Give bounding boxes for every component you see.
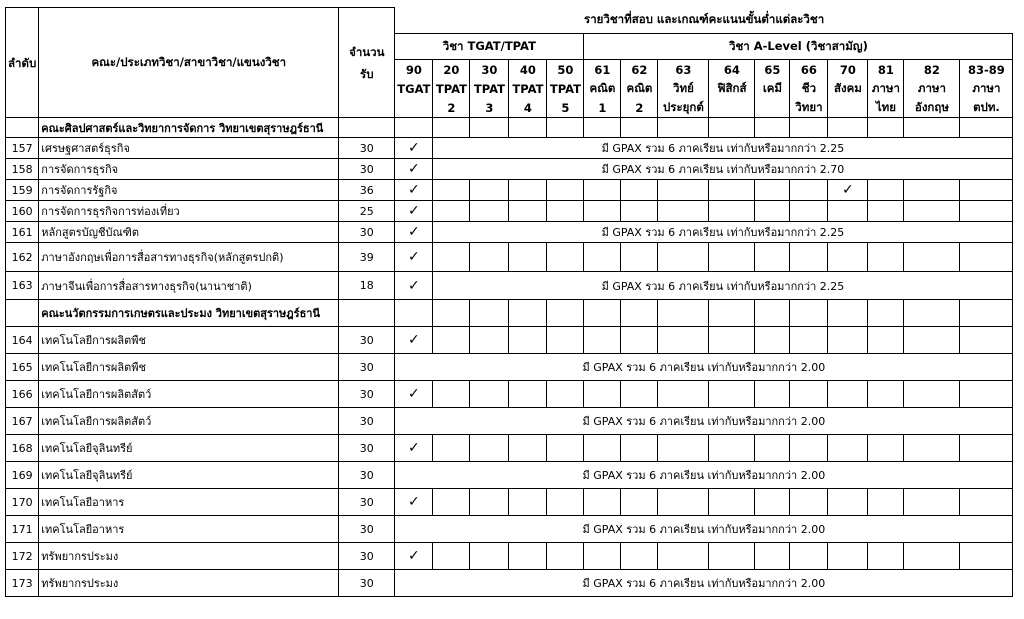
gpax-requirement-note: มี GPAX รวม 6 ภาคเรียน เท่ากับหรือมากกว่า 2.25 <box>433 272 1013 300</box>
row-program-name: เทคโนโลยีจุลินทรีย์ <box>39 435 339 462</box>
section-empty-cell <box>509 300 547 327</box>
row-seq: 166 <box>6 381 39 408</box>
row-seq: 159 <box>6 180 39 201</box>
empty-subject-cell <box>709 435 755 462</box>
subject-code-13: 82 <box>904 60 960 80</box>
seats-header <box>339 8 395 118</box>
empty-subject-cell <box>470 381 509 408</box>
section-empty-cell <box>658 300 709 327</box>
empty-subject-cell <box>658 381 709 408</box>
row-seats: 30 <box>339 354 395 381</box>
row-program-name: การจัดการธุรกิจ <box>39 159 339 180</box>
subject-label2-8 <box>709 98 755 118</box>
section-seats-cell <box>339 118 395 138</box>
section-empty-cell <box>470 300 509 327</box>
empty-subject-cell <box>658 489 709 516</box>
table-row <box>6 543 1013 570</box>
social-check-mark: ✓ <box>828 180 868 201</box>
table-row <box>6 272 1013 300</box>
alevel-group-header: วิชา A-Level (วิชาสามัญ) <box>584 34 1013 60</box>
empty-subject-cell <box>433 201 470 222</box>
row-seq: 167 <box>6 408 39 435</box>
empty-subject-cell <box>755 327 790 354</box>
subject-label2-6: 2 <box>621 98 658 118</box>
row-program-name: หลักสูตรบัญชีบัณฑิต <box>39 222 339 243</box>
row-seq: 162 <box>6 243 39 272</box>
empty-subject-cell <box>755 180 790 201</box>
row-program-name: เทคโนโลยีอาหาร <box>39 516 339 543</box>
empty-subject-cell <box>470 489 509 516</box>
empty-subject-cell <box>621 243 658 272</box>
row-program-name: ภาษาจีนเพื่อการสื่อสารทางธุรกิจ(นานาชาติ) <box>39 272 339 300</box>
seats-header-line2: รับ <box>360 66 374 81</box>
table-row <box>6 462 1013 489</box>
empty-subject-cell <box>960 381 1013 408</box>
row-seq: 170 <box>6 489 39 516</box>
section-empty-cell <box>755 118 790 138</box>
empty-subject-cell <box>960 327 1013 354</box>
row-seq: 160 <box>6 201 39 222</box>
tgat-check-mark: ✓ <box>395 159 433 180</box>
empty-subject-cell <box>904 435 960 462</box>
empty-subject-cell <box>709 381 755 408</box>
empty-subject-cell <box>547 381 584 408</box>
tgat-check-mark: ✓ <box>395 543 433 570</box>
subject-label2-1: 2 <box>433 98 470 118</box>
empty-subject-cell <box>960 201 1013 222</box>
row-seq: 158 <box>6 159 39 180</box>
tgat-group-header: วิชา TGAT/TPAT <box>395 34 584 60</box>
subject-code-3: 40 <box>509 60 547 80</box>
row-seats: 30 <box>339 222 395 243</box>
gpax-requirement-note: มี GPAX รวม 6 ภาคเรียน เท่ากับหรือมากกว่า 2.00 <box>395 354 1013 381</box>
empty-subject-cell <box>790 243 828 272</box>
empty-subject-cell <box>904 327 960 354</box>
subject-label2-10: วิทยา <box>790 98 828 118</box>
tgat-check-mark: ✓ <box>395 201 433 222</box>
empty-subject-cell <box>584 180 621 201</box>
empty-subject-cell <box>868 435 904 462</box>
section-empty-cell <box>621 300 658 327</box>
row-program-name: ภาษาอังกฤษเพื่อการสื่อสารทางธุรกิจ(หลักสูตรปกติ) <box>39 243 339 272</box>
empty-subject-cell <box>547 243 584 272</box>
section-empty-cell <box>904 300 960 327</box>
empty-subject-cell <box>868 201 904 222</box>
empty-subject-cell <box>709 489 755 516</box>
empty-subject-cell <box>868 489 904 516</box>
table-row <box>6 354 1013 381</box>
subject-label2-2: 3 <box>470 98 509 118</box>
empty-subject-cell <box>709 543 755 570</box>
row-seats: 30 <box>339 435 395 462</box>
table-row <box>6 381 1013 408</box>
subject-label-4: TPAT <box>547 79 584 98</box>
subject-code-4: 50 <box>547 60 584 80</box>
section-empty-cell <box>433 300 470 327</box>
row-seats: 39 <box>339 243 395 272</box>
empty-subject-cell <box>584 543 621 570</box>
empty-subject-cell <box>904 543 960 570</box>
admission-requirements-sheet <box>5 7 1013 597</box>
section-title: คณะนวัตกรรมการเกษตรและประมง วิทยาเขตสุราษฎร์ธานี <box>39 300 339 327</box>
table-row <box>6 201 1013 222</box>
row-seats: 30 <box>339 516 395 543</box>
empty-subject-cell <box>509 381 547 408</box>
row-seq: 163 <box>6 272 39 300</box>
row-seq: 161 <box>6 222 39 243</box>
empty-subject-cell <box>904 201 960 222</box>
table-row <box>6 243 1013 272</box>
row-program-name: เทคโนโลยีจุลินทรีย์ <box>39 462 339 489</box>
section-seats-cell <box>339 300 395 327</box>
empty-subject-cell <box>828 201 868 222</box>
section-empty-cell <box>790 118 828 138</box>
empty-subject-cell <box>828 435 868 462</box>
empty-subject-cell <box>790 489 828 516</box>
subject-code-0: 90 <box>395 60 433 80</box>
subject-label-14: ภาษา <box>960 79 1013 98</box>
empty-subject-cell <box>470 327 509 354</box>
subject-label-11: สังคม <box>828 79 868 98</box>
row-seats: 30 <box>339 159 395 180</box>
empty-subject-cell <box>584 381 621 408</box>
section-empty-cell <box>621 118 658 138</box>
subject-label2-5: 1 <box>584 98 621 118</box>
section-empty-cell <box>395 118 433 138</box>
empty-subject-cell <box>755 489 790 516</box>
empty-subject-cell <box>584 243 621 272</box>
empty-subject-cell <box>547 543 584 570</box>
subject-label2-11 <box>828 98 868 118</box>
gpax-requirement-note: มี GPAX รวม 6 ภาคเรียน เท่ากับหรือมากกว่า 2.00 <box>395 408 1013 435</box>
section-empty-cell <box>828 300 868 327</box>
row-program-name: เทคโนโลยีการผลิตพืช <box>39 354 339 381</box>
empty-subject-cell <box>433 243 470 272</box>
section-row <box>6 300 1013 327</box>
section-empty-cell <box>547 118 584 138</box>
gpax-requirement-note: มี GPAX รวม 6 ภาคเรียน เท่ากับหรือมากกว่า 2.25 <box>433 222 1013 243</box>
empty-subject-cell <box>755 381 790 408</box>
row-program-name: เทคโนโลยีอาหาร <box>39 489 339 516</box>
empty-subject-cell <box>658 243 709 272</box>
section-empty-cell <box>658 118 709 138</box>
empty-subject-cell <box>547 327 584 354</box>
empty-subject-cell <box>790 381 828 408</box>
section-empty-cell <box>755 300 790 327</box>
empty-subject-cell <box>755 243 790 272</box>
section-empty-cell <box>868 118 904 138</box>
table-row <box>6 408 1013 435</box>
row-program-name: เทคโนโลยีการผลิตพืช <box>39 327 339 354</box>
section-empty-cell <box>790 300 828 327</box>
empty-subject-cell <box>433 435 470 462</box>
seats-header-line1: จำนวน <box>349 44 385 59</box>
empty-subject-cell <box>509 180 547 201</box>
row-seq: 164 <box>6 327 39 354</box>
subject-code-1: 20 <box>433 60 470 80</box>
empty-subject-cell <box>709 327 755 354</box>
empty-subject-cell <box>755 435 790 462</box>
subject-code-10: 66 <box>790 60 828 80</box>
empty-subject-cell <box>547 180 584 201</box>
subject-label2-0 <box>395 98 433 118</box>
row-seats: 30 <box>339 489 395 516</box>
empty-subject-cell <box>621 489 658 516</box>
gpax-requirement-note: มี GPAX รวม 6 ภาคเรียน เท่ากับหรือมากกว่า 2.00 <box>395 462 1013 489</box>
row-seats: 25 <box>339 201 395 222</box>
table-row <box>6 327 1013 354</box>
empty-subject-cell <box>709 180 755 201</box>
row-seats: 30 <box>339 570 395 597</box>
subject-label2-14: ตปท. <box>960 98 1013 118</box>
empty-subject-cell <box>658 327 709 354</box>
subject-label-5: คณิต <box>584 79 621 98</box>
row-seats: 30 <box>339 462 395 489</box>
empty-subject-cell <box>828 543 868 570</box>
subject-label-0: TGAT <box>395 79 433 98</box>
empty-subject-cell <box>470 180 509 201</box>
empty-subject-cell <box>470 243 509 272</box>
empty-subject-cell <box>868 180 904 201</box>
section-empty-cell <box>904 118 960 138</box>
subject-label2-4: 5 <box>547 98 584 118</box>
section-empty-cell <box>960 300 1013 327</box>
subject-code-14: 83-89 <box>960 60 1013 80</box>
empty-subject-cell <box>470 543 509 570</box>
empty-subject-cell <box>658 435 709 462</box>
empty-subject-cell <box>433 180 470 201</box>
row-seats: 30 <box>339 138 395 159</box>
row-seq: 157 <box>6 138 39 159</box>
empty-subject-cell <box>584 435 621 462</box>
empty-subject-cell <box>433 381 470 408</box>
empty-subject-cell <box>790 180 828 201</box>
empty-subject-cell <box>547 489 584 516</box>
gpax-requirement-note: มี GPAX รวม 6 ภาคเรียน เท่ากับหรือมากกว่า 2.00 <box>395 516 1013 543</box>
empty-subject-cell <box>868 381 904 408</box>
subject-code-2: 30 <box>470 60 509 80</box>
empty-subject-cell <box>790 327 828 354</box>
empty-subject-cell <box>828 243 868 272</box>
empty-subject-cell <box>960 543 1013 570</box>
empty-subject-cell <box>509 327 547 354</box>
empty-subject-cell <box>904 489 960 516</box>
section-title: คณะศิลปศาสตร์และวิทยาการจัดการ วิทยาเขตสุราษฎร์ธานี <box>39 118 339 138</box>
empty-subject-cell <box>584 489 621 516</box>
empty-subject-cell <box>584 201 621 222</box>
subject-label-6: คณิต <box>621 79 658 98</box>
section-empty-cell <box>709 118 755 138</box>
table-row <box>6 570 1013 597</box>
row-program-name: การจัดการธุรกิจการท่องเที่ยว <box>39 201 339 222</box>
empty-subject-cell <box>904 381 960 408</box>
empty-subject-cell <box>960 435 1013 462</box>
empty-subject-cell <box>584 327 621 354</box>
section-empty-cell <box>470 118 509 138</box>
tgat-check-mark: ✓ <box>395 327 433 354</box>
subject-label2-13: อังกฤษ <box>904 98 960 118</box>
empty-subject-cell <box>790 435 828 462</box>
section-row <box>6 118 1013 138</box>
empty-subject-cell <box>658 180 709 201</box>
empty-subject-cell <box>904 180 960 201</box>
empty-subject-cell <box>828 381 868 408</box>
row-program-name: เทคโนโลยีการผลิตสัตว์ <box>39 381 339 408</box>
subject-label-3: TPAT <box>509 79 547 98</box>
subject-code-12: 81 <box>868 60 904 80</box>
empty-subject-cell <box>904 243 960 272</box>
row-program-name: ทรัพยากรประมง <box>39 543 339 570</box>
table-row <box>6 180 1013 201</box>
empty-subject-cell <box>470 201 509 222</box>
subject-label-7: วิทย์ <box>658 79 709 98</box>
empty-subject-cell <box>433 489 470 516</box>
subject-code-9: 65 <box>755 60 790 80</box>
subject-code-7: 63 <box>658 60 709 80</box>
section-empty-cell <box>433 118 470 138</box>
empty-subject-cell <box>433 543 470 570</box>
subject-label2-12: ไทย <box>868 98 904 118</box>
empty-subject-cell <box>709 201 755 222</box>
section-empty-cell <box>868 300 904 327</box>
empty-subject-cell <box>790 201 828 222</box>
row-seats: 18 <box>339 272 395 300</box>
section-empty-cell <box>828 118 868 138</box>
seq-header: ลำดับ <box>6 8 39 118</box>
empty-subject-cell <box>547 435 584 462</box>
row-seq: 172 <box>6 543 39 570</box>
empty-subject-cell <box>547 201 584 222</box>
empty-subject-cell <box>868 243 904 272</box>
row-program-name: เทคโนโลยีการผลิตสัตว์ <box>39 408 339 435</box>
gpax-requirement-note: มี GPAX รวม 6 ภาคเรียน เท่ากับหรือมากกว่า 2.25 <box>433 138 1013 159</box>
empty-subject-cell <box>509 543 547 570</box>
section-empty-cell <box>509 118 547 138</box>
program-header: คณะ/ประเภทวิชา/สาขาวิชา/แขนงวิชา <box>39 8 339 118</box>
table-row <box>6 435 1013 462</box>
subject-label-2: TPAT <box>470 79 509 98</box>
empty-subject-cell <box>433 327 470 354</box>
section-empty-cell <box>960 118 1013 138</box>
empty-subject-cell <box>470 435 509 462</box>
empty-subject-cell <box>621 435 658 462</box>
subject-label2-9 <box>755 98 790 118</box>
tgat-check-mark: ✓ <box>395 489 433 516</box>
subject-label-1: TPAT <box>433 79 470 98</box>
subject-code-11: 70 <box>828 60 868 80</box>
empty-subject-cell <box>621 201 658 222</box>
row-program-name: เศรษฐศาสตร์ธุรกิจ <box>39 138 339 159</box>
row-program-name: การจัดการรัฐกิจ <box>39 180 339 201</box>
row-seq: 169 <box>6 462 39 489</box>
tgat-check-mark: ✓ <box>395 180 433 201</box>
row-program-name: ทรัพยากรประมง <box>39 570 339 597</box>
subject-label-13: ภาษา <box>904 79 960 98</box>
empty-subject-cell <box>509 489 547 516</box>
empty-subject-cell <box>509 201 547 222</box>
table-row <box>6 516 1013 543</box>
subject-label-12: ภาษา <box>868 79 904 98</box>
empty-subject-cell <box>755 543 790 570</box>
section-empty-cell <box>584 300 621 327</box>
tgat-check-mark: ✓ <box>395 381 433 408</box>
empty-subject-cell <box>960 489 1013 516</box>
table-row <box>6 222 1013 243</box>
requirements-title: รายวิชาที่สอบ และเกณฑ์คะแนนขั้นต่ำแต่ละวิชา <box>395 8 1013 34</box>
row-seq: 171 <box>6 516 39 543</box>
row-seq: 173 <box>6 570 39 597</box>
empty-subject-cell <box>868 543 904 570</box>
empty-subject-cell <box>509 243 547 272</box>
subject-label2-3: 4 <box>509 98 547 118</box>
subject-label-9: เคมี <box>755 79 790 98</box>
subject-code-5: 61 <box>584 60 621 80</box>
subject-code-6: 62 <box>621 60 658 80</box>
row-seats: 30 <box>339 381 395 408</box>
empty-subject-cell <box>960 180 1013 201</box>
section-empty-cell <box>584 118 621 138</box>
empty-subject-cell <box>658 201 709 222</box>
subject-label-10: ชีว <box>790 79 828 98</box>
subject-label2-7: ประยุกต์ <box>658 98 709 118</box>
subject-label-8: ฟิสิกส์ <box>709 79 755 98</box>
empty-subject-cell <box>621 543 658 570</box>
row-seq: 165 <box>6 354 39 381</box>
row-seats: 30 <box>339 543 395 570</box>
empty-subject-cell <box>509 435 547 462</box>
section-seq-cell <box>6 300 39 327</box>
empty-subject-cell <box>868 327 904 354</box>
empty-subject-cell <box>828 327 868 354</box>
empty-subject-cell <box>790 543 828 570</box>
row-seats: 36 <box>339 180 395 201</box>
tgat-check-mark: ✓ <box>395 222 433 243</box>
section-empty-cell <box>709 300 755 327</box>
empty-subject-cell <box>828 489 868 516</box>
empty-subject-cell <box>621 180 658 201</box>
section-empty-cell <box>547 300 584 327</box>
table-row <box>6 138 1013 159</box>
tgat-check-mark: ✓ <box>395 138 433 159</box>
empty-subject-cell <box>709 243 755 272</box>
empty-subject-cell <box>755 201 790 222</box>
tgat-check-mark: ✓ <box>395 272 433 300</box>
empty-subject-cell <box>658 543 709 570</box>
tgat-check-mark: ✓ <box>395 435 433 462</box>
table-row <box>6 489 1013 516</box>
row-seq: 168 <box>6 435 39 462</box>
empty-subject-cell <box>960 243 1013 272</box>
empty-subject-cell <box>621 327 658 354</box>
gpax-requirement-note: มี GPAX รวม 6 ภาคเรียน เท่ากับหรือมากกว่า 2.70 <box>433 159 1013 180</box>
requirements-table <box>5 7 1013 597</box>
gpax-requirement-note: มี GPAX รวม 6 ภาคเรียน เท่ากับหรือมากกว่า 2.00 <box>395 570 1013 597</box>
row-seats: 30 <box>339 408 395 435</box>
subject-code-8: 64 <box>709 60 755 80</box>
section-empty-cell <box>395 300 433 327</box>
section-seq-cell <box>6 118 39 138</box>
tgat-check-mark: ✓ <box>395 243 433 272</box>
row-seats: 30 <box>339 327 395 354</box>
empty-subject-cell <box>621 381 658 408</box>
table-row <box>6 159 1013 180</box>
